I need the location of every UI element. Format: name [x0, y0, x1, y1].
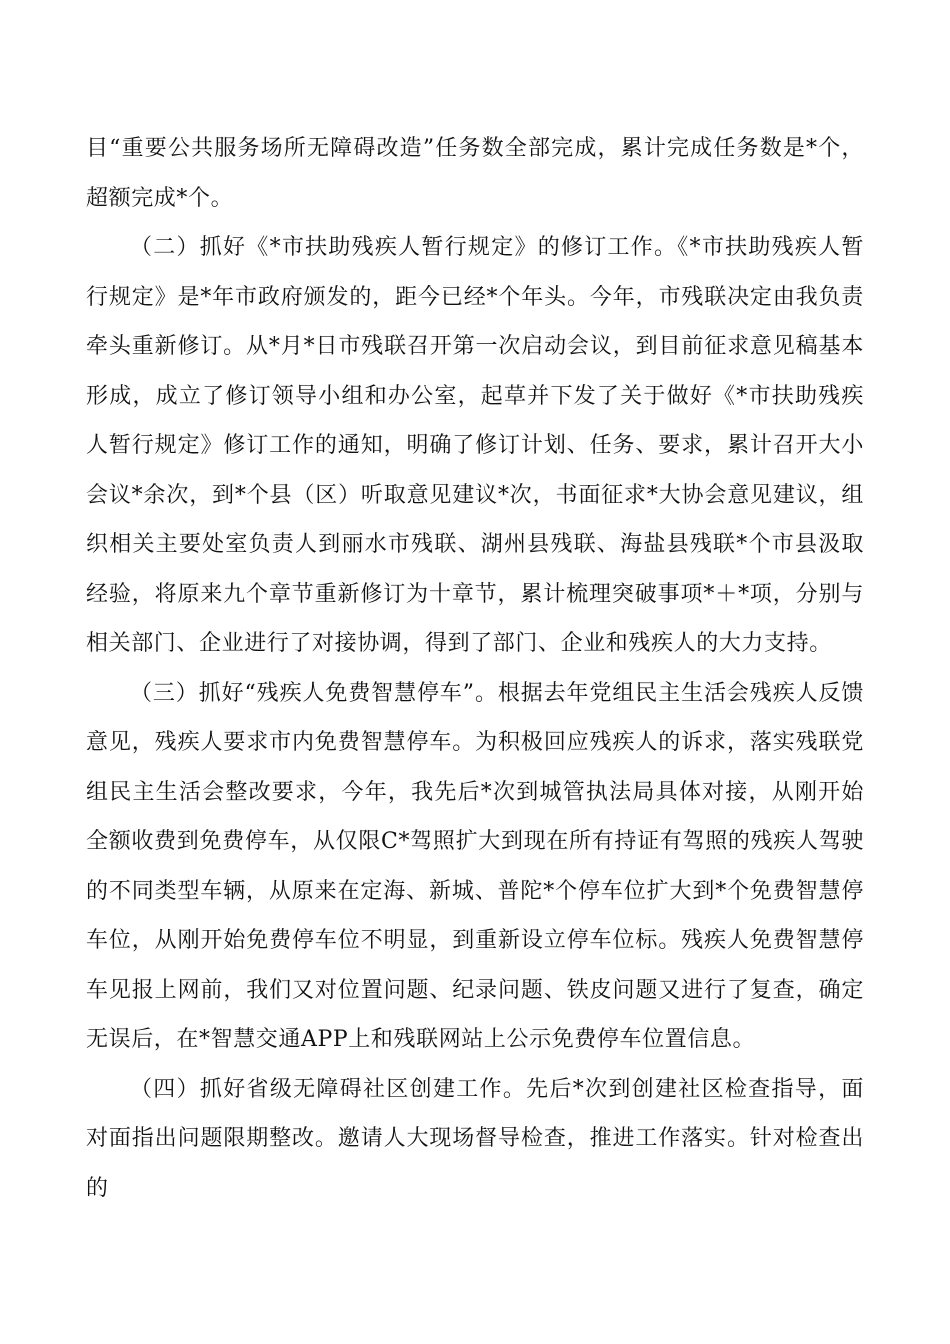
paragraph-continuation: 目“重要公共服务场所无障碍改造”任务数全部完成，累计完成任务数是*个，超额完成*个。 [86, 136, 864, 211]
paragraph-section-4: （四）抓好省级无障碍社区创建工作。先后*次到创建社区检查指导，面对面指出问题限期整改。邀请人大现场督导检查，推进工作落实。针对检查出的 [86, 1076, 864, 1201]
document-body [86, 124, 864, 1213]
paragraph-section-2: （二）抓好《*市扶助残疾人暂行规定》的修订工作。《*市扶助残疾人暂行规定》是*年市政府颁发的，距今已经*个年头。今年，市残联决定由我负责牵头重新修订。从*月*日市残联召开第一次启动会议，到目前征求意见稿基本形成，成立了修订领导小组和办公室，起草并下发了关于做好《*市扶助残疾人暂行规定》修订工作的通知，明确了修订计划、任务、要求，累计召开大小会议*余次，到*个县（区）听取意见建议*次，书面征求*大协会意见建议，组织相关主要处室负责人到丽水市残联、湖州县残联、海盐县残联*个市县汲取经验，将原来九个章节重新修订为十章节，累计梳理突破事项*＋*项，分别与相关部门、企业进行了对接协调，得到了部门、企业和残疾人的大力支持。 [86, 235, 864, 656]
paragraph-section-3: （三）抓好“残疾人免费智慧停车”。根据去年党组民主生活会残疾人反馈意见，残疾人要求市内免费智慧停车。为积极回应残疾人的诉求，落实残联党组民主生活会整改要求，今年，我先后*次到城管执法局具体对接，从刚开始全额收费到免费停车，从仅限C*驾照扩大到现在所有持证有驾照的残疾人驾驶的不同类型车辆，从原来在定海、新城、普陀*个停车位扩大到*个免费智慧停车位，从刚开始免费停车位不明显，到重新设立停车位标。残疾人免费智慧停车见报上网前，我们又对位置问题、纪录问题、铁皮问题又进行了复查，确定无误后，在*智慧交通APP上和残联网站上公示免费停车位置信息。 [86, 680, 864, 1052]
